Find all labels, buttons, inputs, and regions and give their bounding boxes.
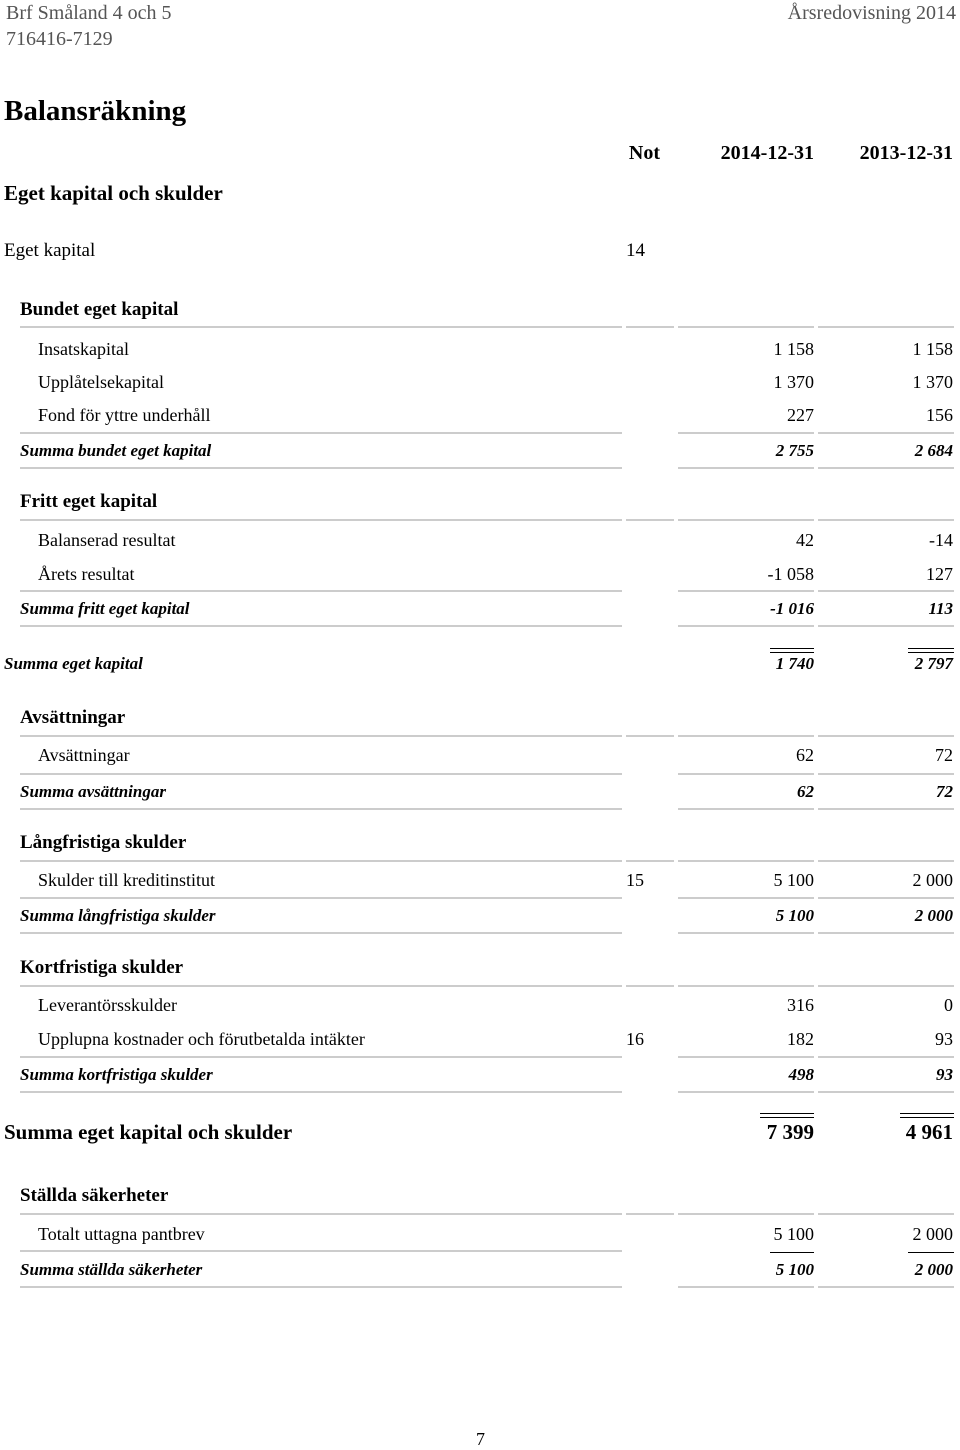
row-current: 316 — [787, 995, 814, 1015]
equity-label: Eget kapital — [4, 240, 96, 261]
page-title: Balansräkning — [4, 95, 187, 127]
company-name: Brf Småland 4 och 5 — [6, 2, 172, 24]
row-previous: 93 — [935, 1029, 953, 1049]
row-current: 1 158 — [773, 339, 814, 359]
provisions-heading: Avsättningar — [20, 707, 126, 728]
subtotal-previous: 2 684 — [914, 441, 953, 460]
subtotal-previous: 93 — [936, 1065, 953, 1084]
row-note: 16 — [626, 1029, 644, 1049]
row-current: 42 — [796, 530, 814, 550]
subtotal-label: Summa ställda säkerheter — [20, 1260, 203, 1279]
row-current: 182 — [787, 1029, 814, 1049]
column-current-header: 2014-12-31 — [720, 142, 814, 164]
row-label: Fond för yttre underhåll — [38, 405, 211, 425]
row-label: Avsättningar — [38, 745, 130, 765]
section-title: Eget kapital och skulder — [4, 181, 223, 205]
org-number: 716416-7129 — [6, 28, 113, 50]
grand-total-previous: 4 961 — [905, 1120, 953, 1144]
equity-total-label: Summa eget kapital — [4, 654, 143, 673]
row-label: Totalt uttagna pantbrev — [38, 1224, 205, 1244]
row-label: Skulder till kreditinstitut — [38, 870, 215, 890]
row-label: Leverantörsskulder — [38, 995, 177, 1015]
row-note: 15 — [626, 870, 644, 890]
column-previous-header: 2013-12-31 — [859, 142, 953, 164]
subtotal-label: Summa avsättningar — [20, 782, 166, 801]
equity-total-current: 1 740 — [775, 654, 814, 673]
row-label: Insatskapital — [38, 339, 129, 359]
row-previous: 1 158 — [912, 339, 953, 359]
subtotal-current: 5 100 — [775, 906, 814, 925]
row-current: 62 — [796, 745, 814, 765]
subtotal-current: 5 100 — [775, 1260, 814, 1279]
row-current: 5 100 — [773, 870, 814, 890]
row-previous: 1 370 — [912, 372, 953, 392]
grand-total-current: 7 399 — [766, 1120, 814, 1144]
row-previous: 156 — [926, 405, 953, 425]
subtotal-label: Summa långfristiga skulder — [20, 906, 216, 925]
subtotal-previous: 2 000 — [914, 1260, 953, 1279]
subtotal-previous: 113 — [928, 599, 953, 618]
page-number: 7 — [476, 1429, 485, 1449]
row-previous: 72 — [935, 745, 953, 765]
subtotal-current: 498 — [788, 1065, 814, 1084]
row-label: Upplupna kostnader och förutbetalda intäkter — [38, 1029, 365, 1049]
row-current: 1 370 — [773, 372, 814, 392]
bundet-heading: Bundet eget kapital — [20, 299, 179, 320]
row-label: Balanserad resultat — [38, 530, 176, 550]
row-label: Upplåtelsekapital — [38, 372, 164, 392]
subtotal-current: 2 755 — [775, 441, 814, 460]
subtotal-current: 62 — [797, 782, 814, 801]
shortterm-heading: Kortfristiga skulder — [20, 957, 184, 978]
equity-note: 14 — [626, 240, 645, 261]
report-title: Årsredovisning 2014 — [787, 2, 956, 24]
fritt-heading: Fritt eget kapital — [20, 491, 158, 512]
subtotal-current: -1 016 — [770, 599, 814, 618]
subtotal-label: Summa fritt eget kapital — [20, 599, 190, 618]
row-current: 227 — [787, 405, 814, 425]
pledged-heading: Ställda säkerheter — [20, 1185, 169, 1206]
row-label: Årets resultat — [38, 564, 135, 584]
row-previous: 127 — [926, 564, 953, 584]
row-current: -1 058 — [767, 564, 814, 584]
subtotal-previous: 72 — [936, 782, 953, 801]
grand-total-label: Summa eget kapital och skulder — [4, 1120, 293, 1144]
subtotal-label: Summa bundet eget kapital — [20, 441, 212, 460]
row-previous: -14 — [929, 530, 953, 550]
longterm-heading: Långfristiga skulder — [20, 832, 187, 853]
row-previous: 2 000 — [912, 1224, 953, 1244]
row-previous: 0 — [944, 995, 953, 1015]
equity-total-previous: 2 797 — [914, 654, 953, 673]
row-current: 5 100 — [773, 1224, 814, 1244]
row-previous: 2 000 — [912, 870, 953, 890]
subtotal-label: Summa kortfristiga skulder — [20, 1065, 213, 1084]
subtotal-previous: 2 000 — [914, 906, 953, 925]
column-note-header: Not — [628, 142, 660, 164]
